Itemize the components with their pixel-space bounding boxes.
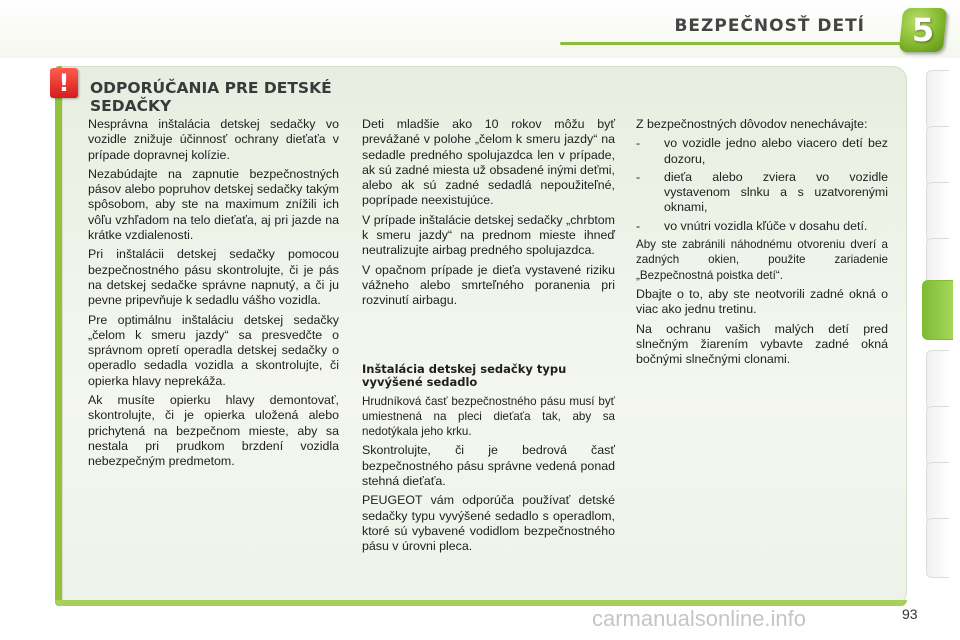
list-item [636,170,888,216]
paragraph: Nezabúdajte na zapnutie bezpečnostných pásov alebo popruhov detskej sedačky takým spôsobom, aby ste na maximum znížili ich vôľu vzhľadom na telo dieťaťa, aj pri jazde na krátke vzdialenosti. [88,166,339,243]
chapter-tab-active[interactable] [922,280,953,340]
spacer [362,313,615,363]
chapter-tab[interactable] [926,70,949,130]
paragraph: Aby ste zabránili náhodnému otvoreniu dverí a zadných okien, použite zariadenie „Bezpečnostná poistka detí“. [636,238,888,282]
page-number: 93 [902,606,918,622]
bullet-marker: - [636,218,641,233]
paragraph: Deti mladšie ako 10 rokov môžu byť prevážané v polohe „čelom k smeru jazdy“ na sedadle predného spolujazdca len v prípade, ak sú zadné miesta už obsadené inými deťmi, alebo ak sú zadné sedadlá nepoužiteľné, poprípade neexistujúce. [362,117,615,208]
chapter-tab[interactable] [926,518,949,578]
subheading: Inštalácia detskej sedačky typu vyvýšené sedadlo [362,361,567,390]
warning-icon [50,68,78,98]
chapter-tab[interactable] [926,126,949,186]
paragraph: Nesprávna inštalácia detskej sedačky vo vozidle znižuje účinnosť ochrany dieťaťa v prípade dopravnej kolízie. [88,117,339,162]
chapter-badge [899,8,948,52]
chapter-tab[interactable] [926,182,949,242]
paragraph: Z bezpečnostných dôvodov nenechávajte: [636,117,868,131]
chapter-tab[interactable] [926,462,949,522]
paragraph: V prípade inštalácie detskej sedačky „chrbtom k smeru jazdy“ na prednom mieste ihneď neutralizujte airbag predného spolujazdca. [362,212,615,258]
list-item-text: dieťa alebo zviera vo vozidle vystavenom slnku a s uzatvorenými oknami, [664,169,888,215]
chapter-tab[interactable] [926,350,949,410]
chapter-tab[interactable] [926,406,949,466]
paragraph: Dbajte o to, aby ste neotvorili zadné okná o viac ako jednu tretinu. [636,286,888,317]
exclamation-icon: ! [58,69,70,97]
bullet-marker: - [636,169,641,184]
watermark: carmanualsonline.info [592,606,807,631]
paragraph: Pre optimálnu inštaláciu detskej sedačky „čelom k smeru jazdy“ sa presvedčte o správnom opretí operadla detskej sedačky o operadlo sedadla vozidla a skontrolujte, či opierka hlavy neprekáža. [88,312,339,388]
paragraph: PEUGEOT vám odporúča používať detské sedačky typu vyvýšené sedadlo s operadlom, ktoré sú vybavené vodidlom bezpečnostného pásu v úrovni pleca. [362,493,615,554]
column-2 [362,117,615,559]
list-item [636,136,888,167]
chapter-number: 5 [911,11,935,49]
paragraph: Hrudníková časť bezpečnostného pásu musí byť umiestnená na pleci dieťaťa tak, aby sa nedotýkala jeho krku. [362,394,615,439]
column-1 [88,117,339,474]
list-item [636,219,888,234]
header-rule [560,42,900,45]
column-3 [636,117,888,371]
list-item-text: vo vozidle jedno alebo viacero detí bez dozoru, [664,136,888,166]
bullet-marker: - [636,136,641,151]
section-title: ODPORÚČANIA PRE DETSKÉ SEDAČKY [90,79,332,115]
list-item-text: vo vnútri vozidla kľúče v dosahu detí. [664,218,868,233]
paragraph: Pri inštalácii detskej sedačky pomocou bezpečnostného pásu skontrolujte, či je pás na detskej sedačke správne napnutý, a či ju pevne pripevňuje k sedadlu vášho vozidla. [88,247,339,308]
paragraph: Na ochranu vašich malých detí pred slnečným žiarením vybavte zadné okná bočnými slnečnými clonami. [636,321,888,367]
chapter-title: BEZPEČNOSŤ DETÍ [674,16,865,36]
paragraph: V opačnom prípade je dieťa vystavené riziku vážneho alebo smrteľného poranenia pri rozvinutí airbagu. [362,262,615,308]
chapter-tabs [926,70,948,570]
paragraph: Ak musíte opierku hlavy demontovať, skontrolujte, či je opierka uložená alebo prichytená na bezpečnom mieste, aby sa nestala pri prudkom brzdení vozidla nebezpečným predmetom. [88,393,339,469]
paragraph: Skontrolujte, či je bedrová časť bezpečnostného pásu správne vedená ponad stehná dieťaťa. [362,443,615,489]
